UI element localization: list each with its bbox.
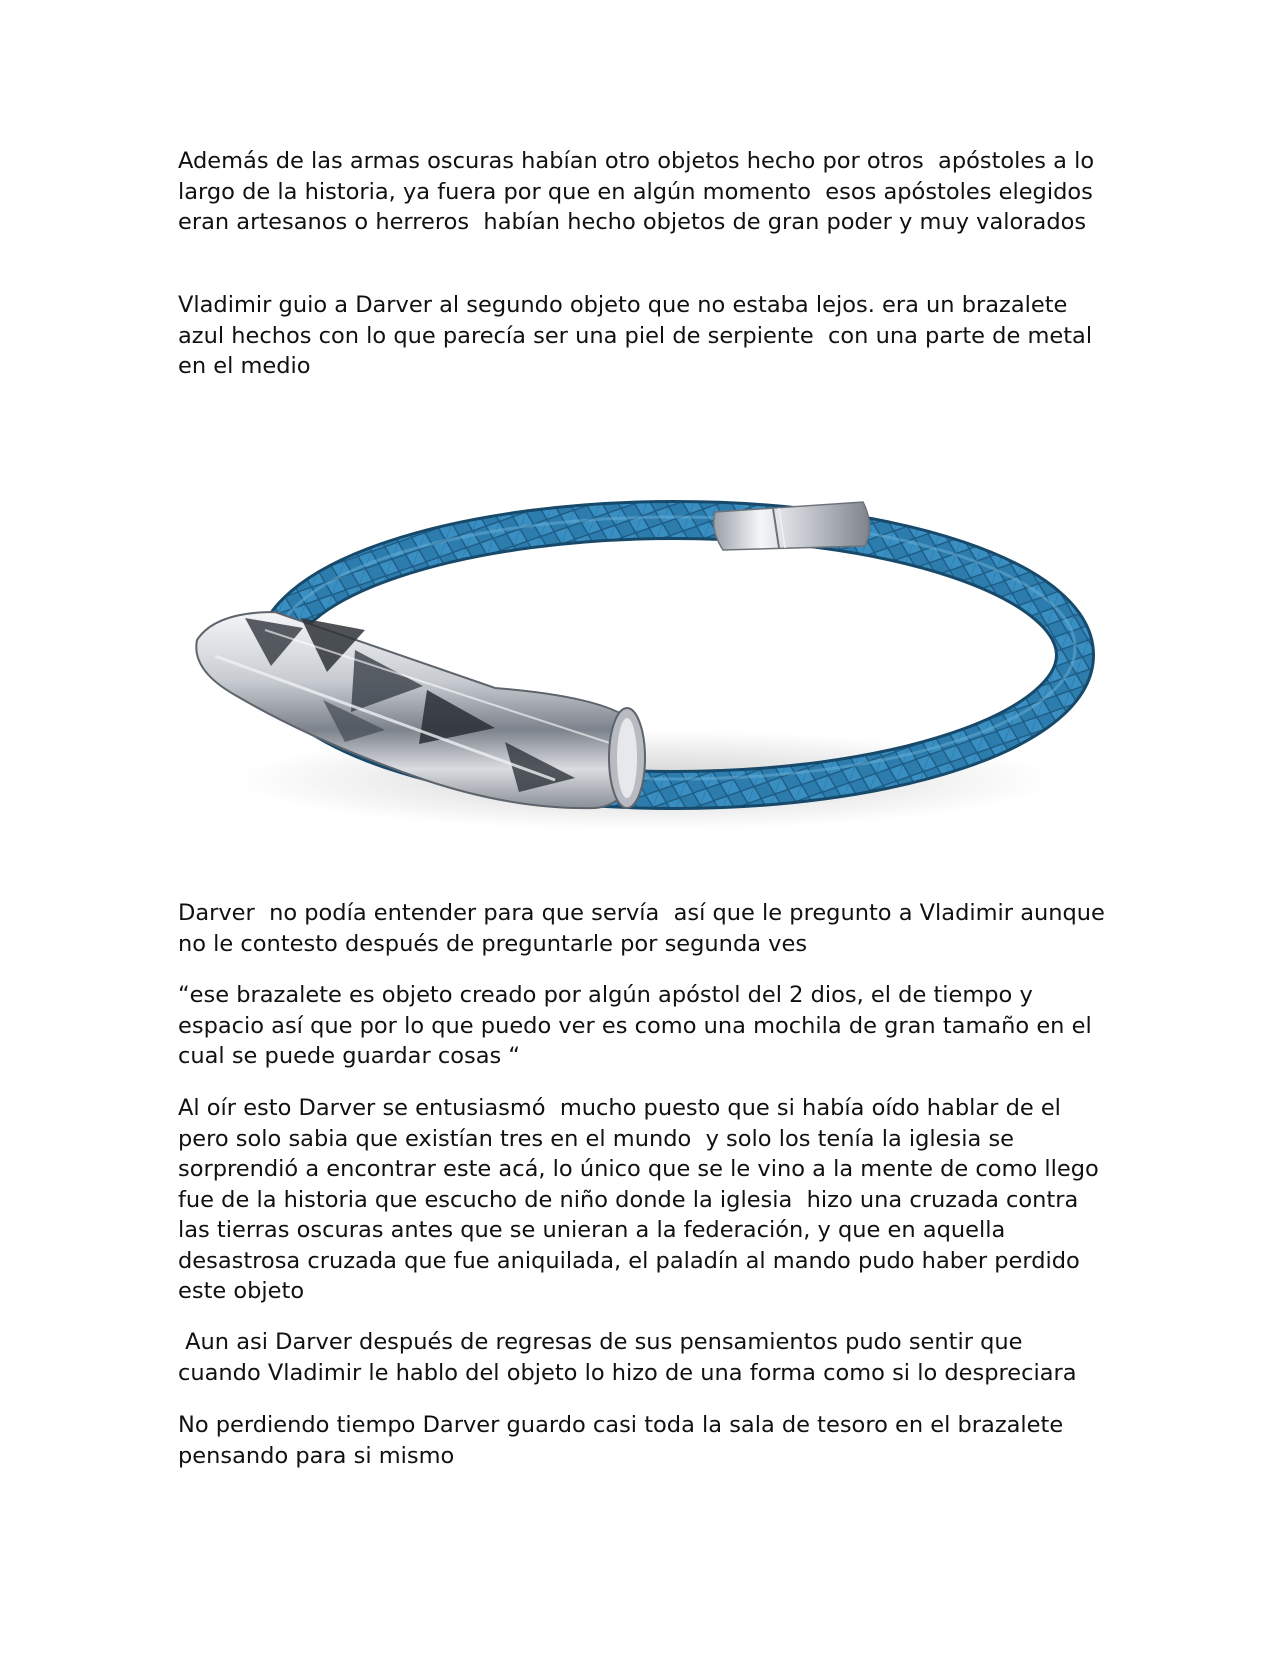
bracelet-illustration: [175, 480, 1105, 860]
paragraph-1: Además de las armas oscuras habían otro objetos hecho por otros apóstoles a lo largo de la historia, ya fuera por que en algún momento esos apóstoles elegidos eran artesanos o herreros habían hecho objetos de gran poder y muy valorados: [178, 148, 1102, 235]
paragraph-4: “ese brazalete es objeto creado por algún apóstol del 2 dios, el de tiempo y espacio así que por lo que puedo ver es como una mochila de gran tamaño en el cual se puede guardar cosas “: [178, 982, 1099, 1069]
paragraph-3: Darver no podía entender para que servía así que le pregunto a Vladimir aunque no le contesto después de preguntarle por segunda ves: [178, 900, 1113, 957]
bracelet-image: [175, 480, 1105, 860]
paragraph-5: Al oír esto Darver se entusiasmó mucho puesto que si había oído hablar de el pero solo sabia que existían tres en el mundo y solo los tenía la iglesia se sorprendió a encontrar este acá, lo único que se le vino a la mente de como llego fue de la historia que escucho de niño donde la iglesia hizo una cruzada contra las tierras oscuras antes que se unieran a la federación, y que en aquella desastrosa cruzada que fue aniquilada, el paladín al mando pudo haber perdido este objeto: [178, 1095, 1106, 1304]
paragraph-2: Vladimir guio a Darver al segundo objeto que no estaba lejos. era un brazalete azul hechos con lo que parecía ser una piel de serpiente con una parte de metal en el medio: [178, 292, 1100, 379]
paragraph-6: Aun asi Darver después de regresas de sus pensamientos pudo sentir que cuando Vladimir le hablo del objeto lo hizo de una forma como si lo despreciara: [178, 1329, 1077, 1386]
paragraph-7: No perdiendo tiempo Darver guardo casi toda la sala de tesoro en el brazalete pensando para si mismo: [178, 1412, 1071, 1469]
